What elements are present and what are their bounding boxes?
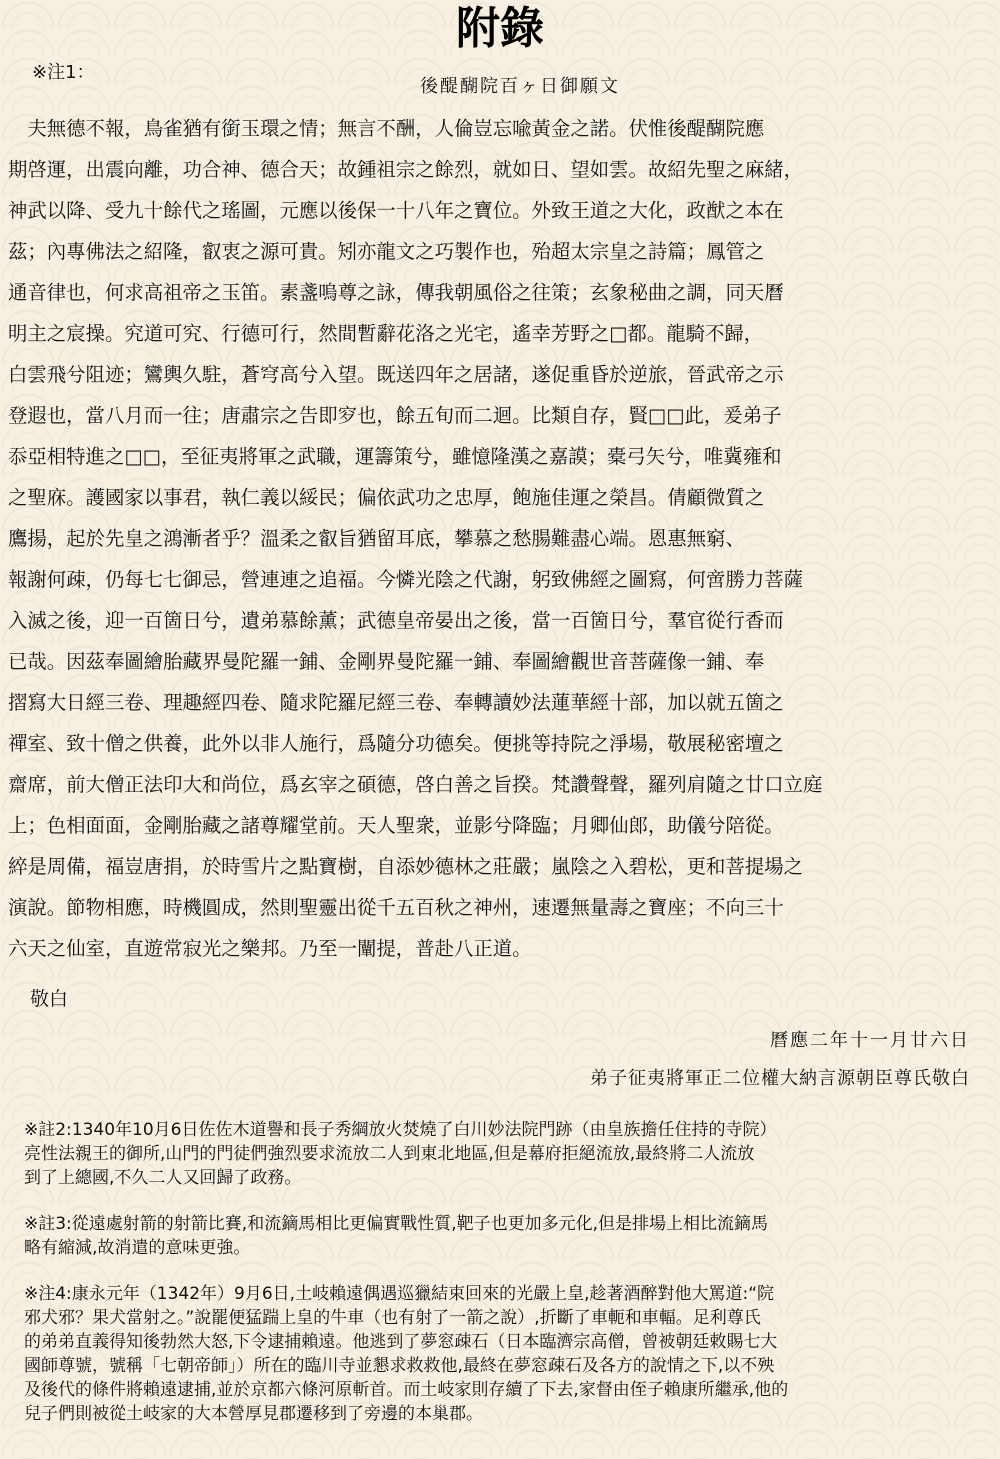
note-line: 及後代的條件將賴遠逮捕,並於京都六條河原斬首。而土岐家則存續了下去,家督由侄子賴康所繼承,他的 <box>24 1380 789 1400</box>
note-line: 邪犬邪？果犬當射之。”說罷便猛踹上皇的牛車（也有射了一箭之說）,折斷了車軛和車輻。足利尊氏 <box>24 1308 761 1328</box>
note-line: ※註3:從遠處射箭的射箭比賽,和流鏑馬相比更偏實戰性質,靶子也更加多元化,但是排場上相比流鏑馬 <box>24 1214 768 1234</box>
document-line: 已哉。因茲奉圖繪胎藏界曼陀羅一鋪、金剛界曼陀羅一鋪、奉圖繪觀世音菩薩像一鋪、奉 <box>8 650 765 673</box>
document-line: 通音律也，何求高祖帝之玉笛。素盞嗚尊之詠，傳我朝風俗之往策；玄象秘曲之調，同天曆 <box>8 281 784 304</box>
document-line: 茲；內專佛法之紹隆，叡衷之源可貴。矧亦龍文之巧製作也，殆超太宗皇之詩篇；鳳管之 <box>8 240 765 263</box>
closing-text: 敬白 <box>30 988 69 1010</box>
document-line: 鷹揚，起於先皇之鴻漸者乎？溫柔之叡旨猶留耳底，攀慕之愁腸難盡心端。恩惠無窮、 <box>8 527 745 550</box>
note1-label: ※注1： <box>32 62 95 83</box>
document-line: 登遐也，當八月而一往；唐肅宗之告即穸也，餘五旬而二迴。比類自存，賢□□此，爰弟子 <box>8 404 782 427</box>
document-line: 六天之仙室，直遊常寂光之樂邦。乃至一闡提，普赴八正道。 <box>8 937 532 960</box>
note-4 <box>24 1282 984 1426</box>
document-line: 報謝何疎，仍每七七御忌，營連連之追福。今憐光陰之代謝，躬致佛經之圖寫，何啻勝力菩薩 <box>8 568 804 591</box>
document-line: 神武以降、受九十餘代之瑤圖，元應以後保一十八年之寶位。外致王道之大化，政猷之本在 <box>8 199 784 222</box>
note-2 <box>24 1118 984 1190</box>
document-line: 期啓運，出震向離，功合神、德合天；故鍾祖宗之餘烈，就如日、望如雲。故紹先聖之麻緒， <box>8 158 804 181</box>
document-heading: 後醍醐院百ヶ日御願文 <box>420 76 620 97</box>
document-line: 禪室、致十僧之供養，此外以非人施行，爲隨分功德矣。便挑等持院之淨場，敬展秘密壇之 <box>8 732 784 755</box>
document-line: 白雲飛兮阻迹；鸞輿久駐，蒼穹高兮入望。既送四年之居諸，遂促重昏於逆旅，晉武帝之示 <box>8 363 784 386</box>
document-line: 摺寫大日經三卷、理趣經四卷、隨求陀羅尼經三卷、奉轉讀妙法蓮華經十部，加以就五箇之 <box>8 691 784 714</box>
document-line: 忝亞相特進之□□，至征夷將軍之武職，運籌策兮，雖憶隆漢之嘉謨；橐弓矢兮，唯冀雍和 <box>8 445 782 468</box>
note-line: 略有縮減,故消遣的意味更強。 <box>24 1238 251 1258</box>
document-line: 明主之宸操。究道可究、行德可行，然間暫辭花洛之光宅，遙幸芳野之□都。龍騎不歸， <box>8 322 764 345</box>
note-line: 國師尊號，號稱「七朝帝師」）所在的臨川寺並懇求救救他,最終在夢窓疎石及各方的說情之下,以不殃 <box>24 1356 775 1376</box>
document-line: 齋席，前大僧正法印大和尚位，爲玄宰之碩德，啓白善之旨揆。梵讚聲聲，羅列肩隨之廿口立庭 <box>8 773 823 796</box>
document-line: 入滅之後，迎一百箇日兮，遺弟慕餘薰；武德皇帝晏出之後，當一百箇日兮，羣官從行香而 <box>8 609 784 632</box>
document-signature: 弟子征夷將軍正二位權大納言源朝臣尊氏敬白 <box>590 1068 970 1089</box>
document-line: 夫無德不報，鳥雀猶有銜玉環之情；無言不酬，人倫豈忘喩黃金之諾。伏惟後醍醐院應 <box>8 117 765 140</box>
document-line: 上；色相面面，金剛胎藏之諸尊耀堂前。天人聖衆，並影兮降臨；月卿仙郎，助儀兮陪從。 <box>8 814 784 837</box>
page-title: 附錄 <box>456 3 544 54</box>
document-line: 演說。節物相應，時機圓成，然則聖靈出從千五百秋之神州，速遷無量壽之寶座；不向三十 <box>8 896 784 919</box>
note-3 <box>24 1212 984 1260</box>
note-line: 到了上總國,不久二人又回歸了政務。 <box>24 1168 302 1188</box>
document-line: 之聖庥。護國家以事君，執仁義以綏民；偏依武功之忠厚，飽施佳運之榮昌。倩顧微質之 <box>8 486 765 509</box>
document-date: 曆應二年十一月廿六日 <box>770 1030 970 1051</box>
note-line: 兒子們則被從土岐家的大本營厚見郡遷移到了旁邊的本巢郡。 <box>24 1404 483 1424</box>
note-line: ※註2:1340年10月6日佐佐木道譽和長子秀綱放火焚燒了白川妙法院門跡（由皇族擔任住持的寺院） <box>24 1120 777 1140</box>
document-line: 綷是周備，福豈唐捐，於時雪片之點寶樹，自添妙德林之莊嚴；嵐陰之入碧松，更和菩提場之 <box>8 855 804 878</box>
note-line: ※注4:康永元年（1342年）9月6日,土岐賴遠偶遇巡獵結束回來的光嚴上皇,趁著酒醉對他大罵道:“院 <box>24 1284 775 1304</box>
note-line: 的弟弟直義得知後勃然大怒,下令逮捕賴遠。他逃到了夢窓疎石（日本臨濟宗高僧，曾被朝廷敕賜七大 <box>24 1332 778 1352</box>
note-line: 亮性法親王的御所,山門的門徒們強烈要求流放二人到東北地區,但是幕府拒絕流放,最終將二人流放 <box>24 1144 755 1164</box>
